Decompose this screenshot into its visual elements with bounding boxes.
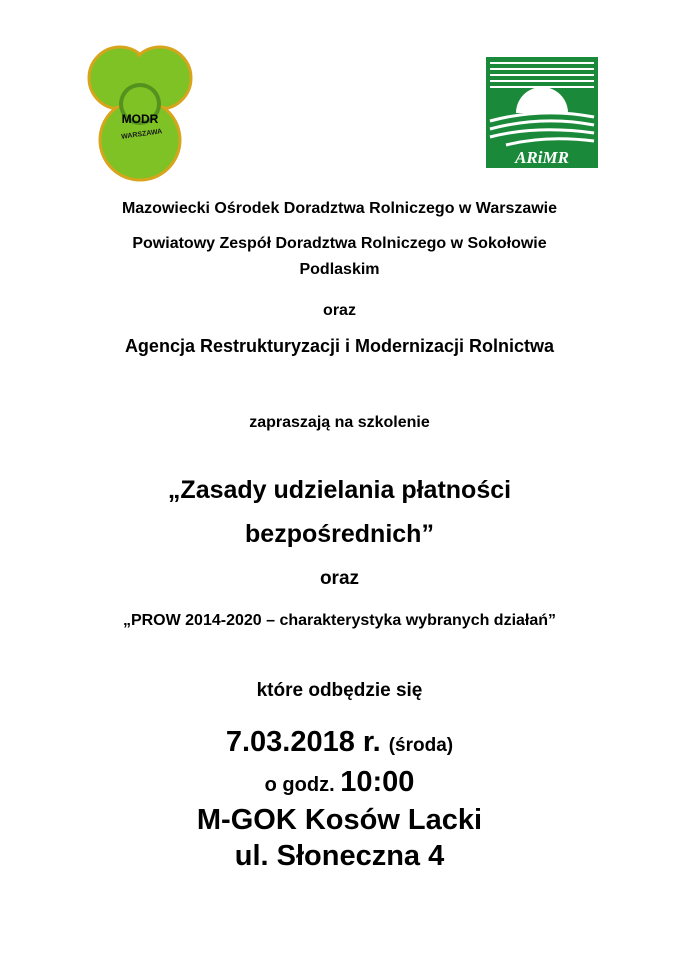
event-intro: które odbędzie się [256,680,423,701]
event-weekday: (środa) [388,735,454,756]
event-date: 7.03.2018 r. [225,726,381,758]
training-subtitle: „PROW 2014-2020 – charakterystyka wybranych działań” [122,612,557,629]
event-venue: M-GOK Kosów Lacki [196,804,483,836]
event-time: 10:00 [340,766,415,798]
organizer-modr: Mazowiecki Ośrodek Doradztwa Rolniczego w Warszawie [121,200,558,217]
event-address: ul. Słoneczna 4 [234,840,445,872]
organizer-arimr: Agencja Restrukturyzacji i Modernizacji Rolnictwa [124,336,555,356]
conjunction-oraz-2: oraz [319,568,360,589]
invitation-text: zapraszają na szkolenie [249,414,430,431]
event-time-prefix: o godz. [264,774,335,796]
modr-logo-text: MODR [121,112,159,126]
modr-logo-subtitle: WARSZAWA [120,128,163,141]
training-title-line2: bezpośrednich” [245,520,434,548]
arimr-logo-text: ARiMR [515,148,569,167]
event-time-line [0,766,679,799]
organizer-pzdr-line1: Powiatowy Zespół Doradztwa Rolniczego w Sokołowie [132,235,547,252]
modr-logo [84,44,196,186]
conjunction-oraz-1: oraz [323,302,356,319]
event-date-line [0,726,679,759]
training-title-line1: „Zasady udzielania płatności [167,476,512,504]
organizer-pzdr-line2: Podlaskim [299,261,380,278]
arimr-logo [486,57,598,168]
